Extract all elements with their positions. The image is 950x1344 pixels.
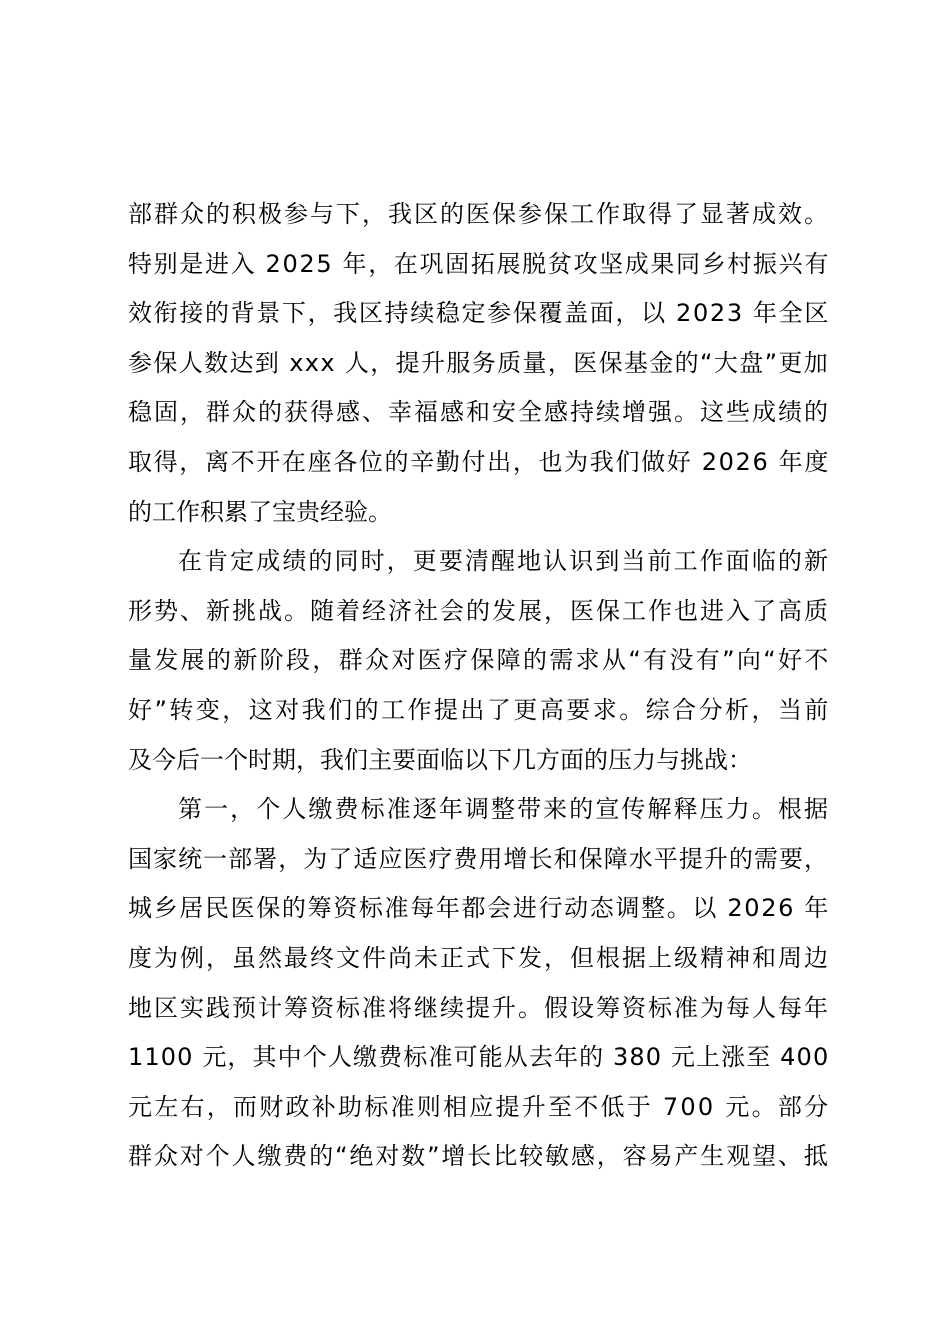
text-line [128, 686, 831, 736]
text-line [128, 537, 831, 587]
line-text: 度为例，虽然最终文件尚未正式下发，但根据上级精神和周边 [128, 943, 830, 972]
line-text: 第一，个人缴费标准逐年调整带来的宣传解释压力。根据 [178, 795, 831, 824]
text-line [128, 587, 828, 637]
document-body [128, 190, 831, 1182]
line-text: 效衔接的背景下，我区持续稳定参保覆盖面，以 2023 年全区 [128, 299, 830, 328]
line-text: 群众对个人缴费的“绝对数”增长比较敏感，容易产生观望、抵 [128, 1142, 830, 1171]
line-text: 量发展的新阶段，群众对医疗保障的需求从“有没有”向“好不 [128, 646, 831, 675]
line-text: 在肯定成绩的同时，更要清醒地认识到当前工作面临的新 [178, 547, 831, 576]
text-line [128, 884, 828, 934]
line-text: 特别是进入 2025 年，在巩固拓展脱贫攻坚成果同乡村振兴有 [128, 249, 830, 278]
text-line [128, 1083, 831, 1133]
line-text: 1100 元，其中个人缴费标准可能从去年的 380 元上涨至 400 [128, 1043, 830, 1072]
text-line [128, 1132, 828, 1182]
text-line [128, 984, 828, 1034]
line-text: 国家统一部署，为了适应医疗费用增长和保障水平提升的需要， [128, 844, 830, 873]
text-line [128, 636, 831, 686]
text-line [128, 736, 828, 786]
text-line [128, 934, 828, 984]
text-line [128, 835, 828, 885]
line-text: 及今后一个时期，我们主要面临以下几方面的压力与挑战： [128, 745, 752, 774]
line-text: 参保人数达到 xxx 人，提升服务质量，医保基金的“大盘”更加 [128, 348, 830, 377]
line-text: 的工作积累了宝贵经验。 [128, 497, 392, 526]
line-text: 部群众的积极参与下，我区的医保参保工作取得了显著成效。 [128, 200, 830, 228]
text-line [128, 240, 828, 290]
line-text: 元左右，而财政补助标准则相应提升至不低于 700 元。部分 [128, 1092, 831, 1121]
line-text: 好”转变，这对我们的工作提出了更高要求。综合分析，当前 [128, 695, 831, 724]
text-line [128, 488, 828, 538]
line-text: 形势、新挑战。随着经济社会的发展，医保工作也进入了高质 [128, 596, 830, 625]
text-line [128, 785, 831, 835]
line-text: 取得，离不开在座各位的辛勤付出，也为我们做好 2026 年度 [128, 447, 830, 476]
text-line [128, 339, 828, 389]
text-line [128, 388, 828, 438]
text-line [128, 190, 828, 240]
text-line [128, 438, 828, 488]
text-line [128, 289, 828, 339]
text-line [128, 1033, 828, 1083]
line-text: 城乡居民医保的筹资标准每年都会进行动态调整。以 2026 年 [128, 894, 830, 923]
line-text: 稳固，群众的获得感、幸福感和安全感持续增强。这些成绩的 [128, 398, 830, 427]
line-text: 地区实践预计筹资标准将继续提升。假设筹资标准为每人每年 [128, 993, 830, 1022]
